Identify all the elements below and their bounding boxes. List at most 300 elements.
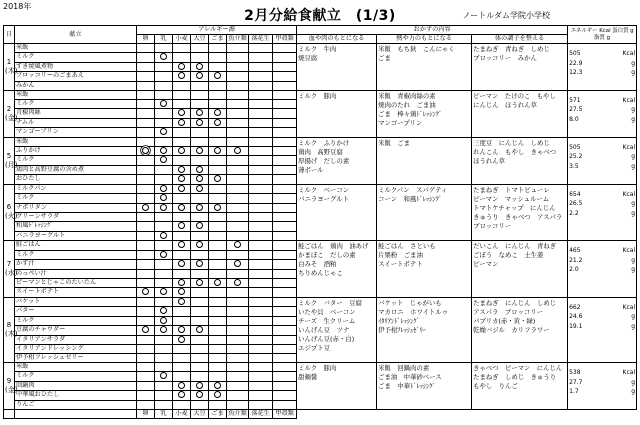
allergen-cell (273, 81, 297, 90)
allergen-cell (273, 213, 297, 222)
allergen-cell (209, 363, 227, 372)
dish-name: ナポリタン (15, 203, 137, 213)
circle-icon (214, 175, 221, 182)
allergen-cell (191, 231, 209, 241)
allergen-cell (249, 316, 273, 326)
allergen-cell (155, 297, 173, 307)
circle-icon (178, 185, 185, 192)
allergen-cell (137, 156, 155, 166)
yellow-food-line: 米飯 回鍋肉の素 (378, 364, 430, 372)
allergen-cell (173, 231, 191, 241)
green-group-cell (472, 241, 568, 298)
red-group-cell (297, 44, 377, 91)
allergen-cell (249, 90, 273, 99)
allergen-cell (173, 72, 191, 82)
menu-header: 献立 (15, 26, 137, 44)
allergen-cell (227, 241, 249, 251)
allergen-cell (137, 354, 155, 363)
allergen-header: 大豆 (191, 35, 209, 44)
circle-icon (178, 382, 185, 389)
allergen-footer: 小麦 (173, 409, 191, 418)
allergen-cell (227, 99, 249, 109)
allergen-cell (173, 156, 191, 166)
allergen-cell (155, 241, 173, 251)
allergen-cell (191, 363, 209, 372)
allergen-cell (155, 260, 173, 270)
allergen-cell (137, 146, 155, 156)
dish-name: バニラヨーグルト (15, 231, 137, 241)
circle-icon (196, 63, 203, 70)
allergen-cell (155, 184, 173, 194)
allergen-cell (137, 288, 155, 298)
nutrition-value: 2.0 (569, 266, 579, 273)
nutrition-value: 1.7 (569, 388, 579, 395)
allergen-cell (173, 53, 191, 63)
green-food-line: ごぼう なめこ 土生姜 (473, 251, 544, 259)
date-text: (木) (5, 66, 18, 75)
nutrition-value: 654 (569, 190, 581, 198)
allergen-cell (249, 62, 273, 72)
dish-name: 米飯 (15, 44, 137, 53)
allergen-cell (249, 175, 273, 185)
allergen-footer: 甲殻類 (273, 409, 297, 418)
allergen-cell (191, 156, 209, 166)
red-food-line: ミルク ふりかけ (298, 138, 350, 147)
menu-table (3, 25, 637, 419)
allergy-header: アレルギー源 (137, 26, 297, 35)
nutrition-unit: g (631, 388, 636, 395)
allergen-cell (137, 128, 155, 138)
allergen-cell (191, 222, 209, 232)
dish-name: ミルク (15, 372, 137, 382)
allergen-cell (173, 288, 191, 298)
allergen-cell (137, 53, 155, 63)
green-food-line: にんじん ほうれん草 (473, 100, 538, 109)
allergen-cell (191, 184, 209, 194)
allergen-cell (209, 53, 227, 63)
allergen-cell (155, 203, 173, 213)
allergen-cell (249, 109, 273, 119)
allergen-footer: 落花生 (249, 409, 273, 418)
nutrition-line (569, 387, 635, 397)
allergen-cell (155, 53, 173, 63)
nutrition-unit: g (631, 59, 636, 67)
yellow-group-header: 熱や力のもとになる (377, 35, 472, 44)
allergen-cell (227, 109, 249, 119)
allergen-cell (249, 241, 273, 251)
allergen-cell (137, 109, 155, 119)
allergen-cell (249, 128, 273, 138)
allergen-cell (173, 194, 191, 204)
allergen-cell (173, 137, 191, 146)
dish-row (4, 241, 637, 251)
circle-icon (178, 326, 185, 333)
day-header: 日 (4, 26, 15, 44)
allergen-cell (137, 231, 155, 241)
allergen-cell (191, 62, 209, 72)
allergen-cell (173, 203, 191, 213)
nutrition-line (569, 162, 635, 172)
allergen-cell (155, 400, 173, 409)
allergen-cell (155, 335, 173, 345)
allergen-cell (227, 297, 249, 307)
nutrition-line (569, 256, 635, 266)
nutrition-cell (568, 90, 637, 137)
allergen-cell (137, 90, 155, 99)
nutrition-unit: g (631, 69, 636, 76)
allergen-cell (249, 307, 273, 317)
circle-icon (178, 109, 185, 116)
allergen-cell (209, 128, 227, 138)
circle-icon (160, 204, 167, 211)
nutrition-line (569, 152, 635, 162)
green-group-cell (472, 44, 568, 91)
circle-icon (196, 241, 203, 248)
circle-icon (178, 260, 185, 267)
nutrition-value: 465 (569, 247, 581, 254)
allergen-cell (209, 90, 227, 99)
allergen-cell (137, 44, 155, 53)
allergen-cell (191, 81, 209, 90)
circle-icon (178, 72, 185, 79)
allergen-cell (249, 72, 273, 82)
allergen-cell (137, 307, 155, 317)
yellow-group-cell (377, 44, 472, 91)
nutrition-value: 3.5 (569, 162, 579, 170)
allergen-cell (155, 372, 173, 382)
allergen-cell (191, 137, 209, 146)
allergen-cell (273, 194, 297, 204)
allergen-cell (155, 231, 173, 241)
dish-name: ミルク (15, 99, 137, 109)
nutrition-value: 8.0 (569, 115, 579, 123)
allergen-cell (137, 278, 155, 288)
green-food-line: アスパラ ブロッコリー (473, 307, 544, 316)
allergen-cell (227, 354, 249, 363)
allergen-cell (249, 381, 273, 391)
allergen-cell (227, 184, 249, 194)
dish-row (4, 184, 637, 194)
allergen-cell (191, 241, 209, 251)
green-food-line: きゅうり きゃべつ アスパラ (473, 212, 563, 221)
allergen-header: 甲殻類 (273, 35, 297, 44)
allergen-cell (209, 335, 227, 345)
nutrition-line (569, 105, 635, 115)
circle-icon (178, 63, 185, 70)
allergen-cell (173, 250, 191, 260)
circle-icon (214, 147, 221, 154)
date-cell (4, 44, 18, 91)
allergen-cell (173, 363, 191, 372)
allergen-cell (227, 278, 249, 288)
allergen-cell (249, 269, 273, 278)
circle-icon (178, 175, 185, 182)
nutrition-line (569, 322, 635, 332)
dish-name: ピーマンとじゃこのたいたん (15, 278, 137, 288)
allergen-cell (155, 278, 173, 288)
circle-icon (196, 175, 203, 182)
nutrition-cell (568, 184, 637, 241)
yellow-food-line: バケット じゃがいも (378, 298, 442, 307)
allergen-cell (249, 203, 273, 213)
circle-icon (196, 166, 203, 173)
circle-icon (142, 326, 149, 333)
nutrition-value: 2.2 (569, 209, 579, 217)
allergen-cell (227, 175, 249, 185)
green-food-line: ブロッコリー (473, 221, 512, 230)
allergen-cell (227, 260, 249, 270)
dish-row (4, 297, 637, 307)
circle-icon (160, 372, 167, 379)
allergen-cell (209, 391, 227, 401)
red-food-line: ミルク 牛肉 (298, 45, 337, 53)
allergen-cell (155, 90, 173, 99)
allergen-cell (173, 175, 191, 185)
red-group-cell (297, 241, 377, 298)
nutrition-unit: g (631, 313, 636, 320)
red-food-line: ミルク 豚肉 (298, 91, 337, 100)
allergen-cell (227, 44, 249, 53)
allergen-cell (155, 146, 173, 156)
allergen-cell (273, 137, 297, 146)
allergen-cell (155, 381, 173, 391)
yellow-food-line: 伊予柑ﾌﾚｯｼｭｾﾞﾘｰ (378, 325, 427, 334)
circle-icon (160, 185, 167, 192)
nutrition-value: 505 (569, 50, 581, 57)
allergen-cell (137, 99, 155, 109)
dish-row (4, 137, 637, 146)
circle-icon (214, 204, 221, 211)
allergen-cell (273, 53, 297, 63)
allergen-cell (249, 99, 273, 109)
allergen-cell (273, 241, 297, 251)
allergen-cell (209, 307, 227, 317)
circle-icon (178, 288, 185, 295)
allergen-cell (209, 44, 227, 53)
allergen-cell (227, 269, 249, 278)
allergen-footer: 大豆 (191, 409, 209, 418)
allergen-cell (227, 128, 249, 138)
allergen-cell (273, 391, 297, 401)
red-food-line: 薄ボール (298, 165, 324, 174)
green-food-line: ピーマン (473, 260, 499, 268)
dish-name: 中華風おひたし (15, 391, 137, 401)
green-food-line: ピーマン たけのこ もやし (473, 91, 556, 100)
allergen-cell (191, 326, 209, 336)
nutrition-line (569, 303, 635, 313)
green-group-cell (472, 363, 568, 410)
dish-name: バター (15, 307, 137, 317)
allergen-header: ごま (209, 35, 227, 44)
nutrition-value: 22.9 (569, 59, 583, 67)
circle-icon (214, 391, 221, 398)
allergen-cell (155, 81, 173, 90)
nutrition-line (569, 68, 635, 78)
nutrition-value: 27.7 (569, 378, 583, 386)
allergen-cell (191, 307, 209, 317)
allergen-cell (137, 175, 155, 185)
allergen-cell (273, 297, 297, 307)
dish-name: ナムル (15, 118, 137, 128)
allergen-cell (273, 90, 297, 99)
red-food-line: チーズ 生クリーム (298, 316, 356, 325)
nutrition-unit: Kcal (622, 50, 636, 57)
allergen-cell (227, 335, 249, 345)
green-food-line: ピーマン マッシュルーム (473, 194, 550, 203)
allergen-cell (191, 250, 209, 260)
allergen-cell (273, 72, 297, 82)
yellow-food-line: ミルクパン スパゲティ (378, 185, 448, 194)
green-food-line: ほうれん草 (473, 156, 506, 165)
allergen-cell (155, 165, 173, 175)
nutrition-unit: g (631, 322, 636, 330)
date-text: (月) (5, 160, 18, 169)
allergen-cell (273, 62, 297, 72)
red-food-line: 厚揚げ だしの素 (298, 156, 350, 165)
circle-icon (214, 382, 221, 389)
allergen-cell (137, 400, 155, 409)
allergen-cell (155, 99, 173, 109)
dish-name: かす汁 (15, 260, 137, 270)
allergen-cell (209, 316, 227, 326)
nutrition-header: エネルギー Kcal 蛋白質 g 脂質 g (568, 26, 637, 44)
allergen-cell (155, 128, 173, 138)
circle-icon (160, 317, 167, 324)
allergen-cell (249, 391, 273, 401)
allergen-cell (209, 165, 227, 175)
nutrition-unit: Kcal (622, 303, 636, 311)
allergen-cell (209, 72, 227, 82)
green-food-line: たまねぎ 青ねぎ しめじ (473, 45, 550, 53)
allergen-cell (173, 213, 191, 222)
allergen-cell (209, 231, 227, 241)
allergen-cell (227, 203, 249, 213)
circle-icon (160, 251, 167, 258)
green-group-cell (472, 297, 568, 363)
allergen-cell (137, 62, 155, 72)
green-food-line: たまねぎ しめじ きゅうり (473, 373, 557, 381)
allergen-cell (249, 354, 273, 363)
green-group-cell (472, 90, 568, 137)
yellow-group-cell (377, 137, 472, 184)
date-text: (木) (5, 329, 18, 338)
dish-name: 米飯 (15, 363, 137, 372)
allergen-cell (209, 288, 227, 298)
allergen-header: 小麦 (173, 35, 191, 44)
allergen-cell (227, 165, 249, 175)
allergen-cell (173, 90, 191, 99)
circle-icon (178, 298, 185, 305)
dish-name: イタリアンサラダ (15, 335, 137, 345)
allergen-cell (227, 231, 249, 241)
circle-icon (196, 185, 203, 192)
allergen-cell (155, 44, 173, 53)
allergen-cell (273, 128, 297, 138)
allergen-cell (249, 335, 273, 345)
allergen-cell (155, 288, 173, 298)
red-food-line: ちりめんじゃこ (298, 269, 343, 277)
circle-icon (160, 307, 167, 314)
dish-name: 豆腐のチャウダー (15, 326, 137, 336)
nutrition-unit: Kcal (622, 190, 636, 198)
allergen-cell (155, 118, 173, 128)
red-group-cell (297, 363, 377, 410)
green-food-line: パプリカ(赤・黄・緑) (473, 316, 536, 325)
date-text: 2 (6, 104, 12, 113)
allergen-cell (209, 250, 227, 260)
circle-icon (160, 232, 167, 239)
date-text: 7 (6, 259, 12, 268)
circle-icon (178, 147, 185, 154)
nutrition-cell (568, 363, 637, 410)
allergen-header: 魚介類 (228, 35, 247, 42)
date-text: 1 (6, 57, 12, 66)
circle-icon (178, 166, 185, 173)
allergen-cell (173, 345, 191, 354)
allergen-cell (191, 203, 209, 213)
allergen-cell (273, 372, 297, 382)
allergen-cell (137, 297, 155, 307)
allergen-cell (249, 222, 273, 232)
circle-icon (196, 109, 203, 116)
allergen-cell (191, 400, 209, 409)
allergen-cell (173, 260, 191, 270)
allergen-cell (249, 260, 273, 270)
allergen-cell (249, 81, 273, 90)
allergen-cell (227, 381, 249, 391)
circle-icon (160, 194, 167, 201)
allergen-cell (173, 316, 191, 326)
allergen-cell (191, 165, 209, 175)
allergen-cell (249, 288, 273, 298)
dish-name: スイートポテト (15, 288, 137, 298)
allergen-cell (155, 363, 173, 372)
allergen-cell (173, 146, 191, 156)
allergen-cell (249, 165, 273, 175)
allergen-cell (249, 137, 273, 146)
allergen-cell (137, 250, 155, 260)
allergen-cell (155, 175, 173, 185)
allergen-cell (249, 156, 273, 166)
circle-icon (214, 109, 221, 116)
allergen-cell (173, 99, 191, 109)
allergen-cell (249, 44, 273, 53)
nutrition-line (569, 209, 635, 219)
allergen-cell (249, 184, 273, 194)
date-text: (金) (5, 385, 18, 394)
allergen-cell (173, 372, 191, 382)
allergen-cell (191, 109, 209, 119)
dish-row (4, 44, 637, 53)
allergen-cell (191, 99, 209, 109)
date-text: 8 (6, 320, 12, 329)
circle-icon (196, 382, 203, 389)
allergen-cell (137, 222, 155, 232)
table-footer (4, 409, 637, 418)
date-text: (火) (5, 212, 18, 221)
circle-icon (214, 72, 221, 79)
allergen-cell (191, 194, 209, 204)
allergen-cell (273, 326, 297, 336)
yellow-food-line: ｲﾀﾘｱﾝﾄﾞﾚｯｼﾝｸﾞ (378, 316, 420, 325)
allergen-cell (273, 203, 297, 213)
red-food-line: エジプト豆 (298, 343, 331, 352)
allergen-cell (227, 146, 249, 156)
allergen-cell (155, 316, 173, 326)
allergen-cell (191, 146, 209, 156)
red-food-line: ミルク バター 豆腐 (298, 298, 362, 307)
circle-icon (160, 147, 167, 154)
